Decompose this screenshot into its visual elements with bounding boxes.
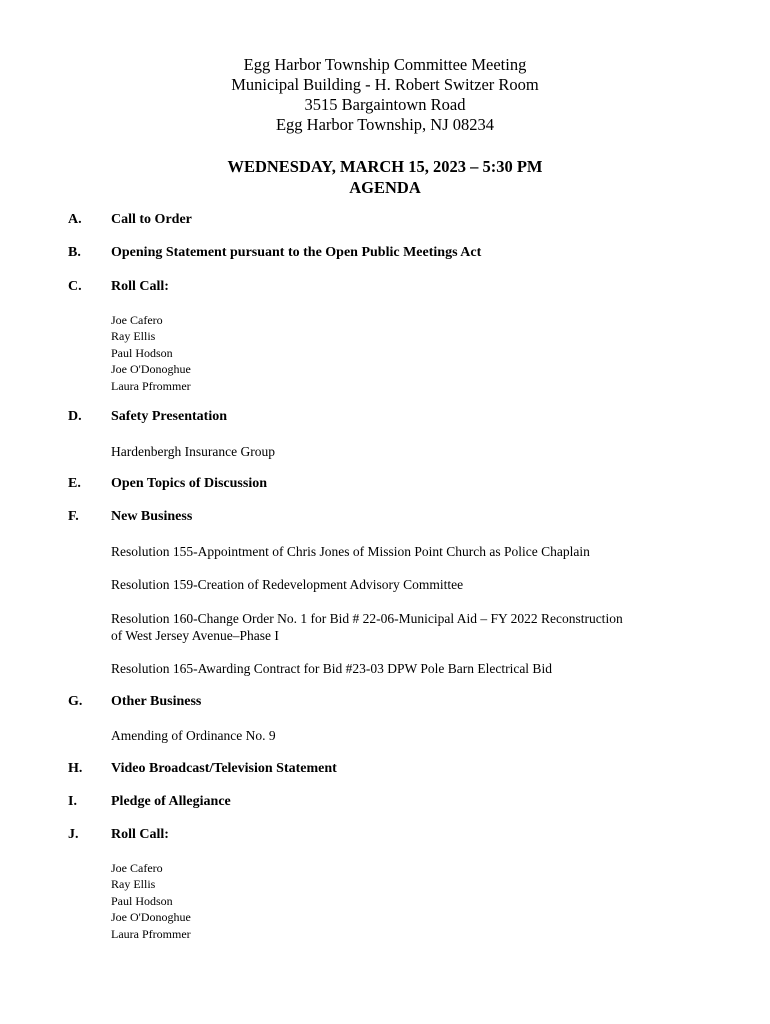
resolution-item: Resolution 159-Creation of Redevelopment Advisory Committee: [111, 577, 464, 592]
resolution-item: Resolution 155-Appointment of Chris Jones of Mission Point Church as Police Chaplain: [111, 544, 590, 559]
section-h-heading: [68, 761, 337, 777]
agenda-label: AGENDA: [349, 178, 421, 197]
section-title: Call to Order: [111, 212, 192, 227]
ordinance-item: Amending of Ordinance No. 9: [111, 728, 276, 743]
committee-member: Paul Hodson: [111, 345, 173, 360]
header-building: Municipal Building - H. Robert Switzer Room: [231, 75, 539, 94]
section-letter: E.: [68, 476, 81, 491]
section-title: Other Business: [111, 694, 202, 709]
section-title: Safety Presentation: [111, 409, 227, 424]
safety-presenter: Hardenbergh Insurance Group: [111, 444, 275, 459]
resolution-item-continued: of West Jersey Avenue–Phase I: [111, 628, 279, 643]
roll-call-list-j: [111, 860, 191, 942]
section-f-heading: [68, 509, 192, 525]
section-letter: G.: [68, 694, 83, 709]
committee-member: Laura Pfrommer: [111, 926, 191, 941]
section-e-heading: [68, 476, 267, 492]
section-title: Pledge of Allegiance: [111, 794, 231, 809]
section-letter: C.: [68, 279, 82, 294]
resolution-item: Resolution 165-Awarding Contract for Bid #23-03 DPW Pole Barn Electrical Bid: [111, 661, 552, 676]
meeting-header: [0, 55, 770, 135]
section-title: Roll Call:: [111, 827, 169, 842]
section-d-heading: [68, 409, 227, 425]
section-letter: D.: [68, 409, 82, 424]
section-title: Video Broadcast/Television Statement: [111, 761, 337, 776]
header-city: Egg Harbor Township, NJ 08234: [275, 115, 495, 134]
section-letter: F.: [68, 509, 79, 524]
section-title: New Business: [111, 509, 193, 524]
section-b-heading: [68, 245, 481, 261]
committee-member: Joe Cafero: [111, 861, 163, 875]
committee-member: Joe O'Donoghue: [111, 910, 191, 925]
committee-member: Laura Pfrommer: [111, 378, 191, 393]
resolution-item: Resolution 160-Change Order No. 1 for Bid # 22-06-Municipal Aid – FY 2022 Reconstruction: [111, 611, 623, 626]
section-letter: H.: [68, 761, 83, 776]
section-c-heading: [68, 279, 169, 295]
committee-member: Ray Ellis: [111, 877, 156, 892]
header-meeting-name: Egg Harbor Township Committee Meeting: [243, 55, 527, 74]
section-letter: A.: [68, 212, 82, 227]
section-j-heading: [68, 827, 169, 843]
section-title: Open Topics of Discussion: [111, 476, 267, 491]
meeting-date: WEDNESDAY, MARCH 15, 2023 – 5:30 PM: [227, 157, 543, 176]
committee-member: Joe Cafero: [111, 313, 163, 327]
section-i-heading: [68, 794, 231, 810]
section-g-heading: [68, 694, 201, 710]
roll-call-list-c: [111, 312, 191, 394]
section-letter: J.: [68, 827, 79, 842]
meeting-title-block: [0, 156, 770, 198]
committee-member: Joe O'Donoghue: [111, 362, 191, 377]
section-title: Roll Call:: [111, 279, 169, 294]
committee-member: Ray Ellis: [111, 329, 156, 344]
section-letter: I.: [68, 794, 77, 809]
section-title: Opening Statement pursuant to the Open Public Meetings Act: [111, 245, 482, 260]
header-street: 3515 Bargaintown Road: [304, 95, 466, 114]
section-a-heading: [68, 212, 192, 228]
committee-member: Paul Hodson: [111, 893, 173, 908]
section-letter: B.: [68, 245, 81, 260]
